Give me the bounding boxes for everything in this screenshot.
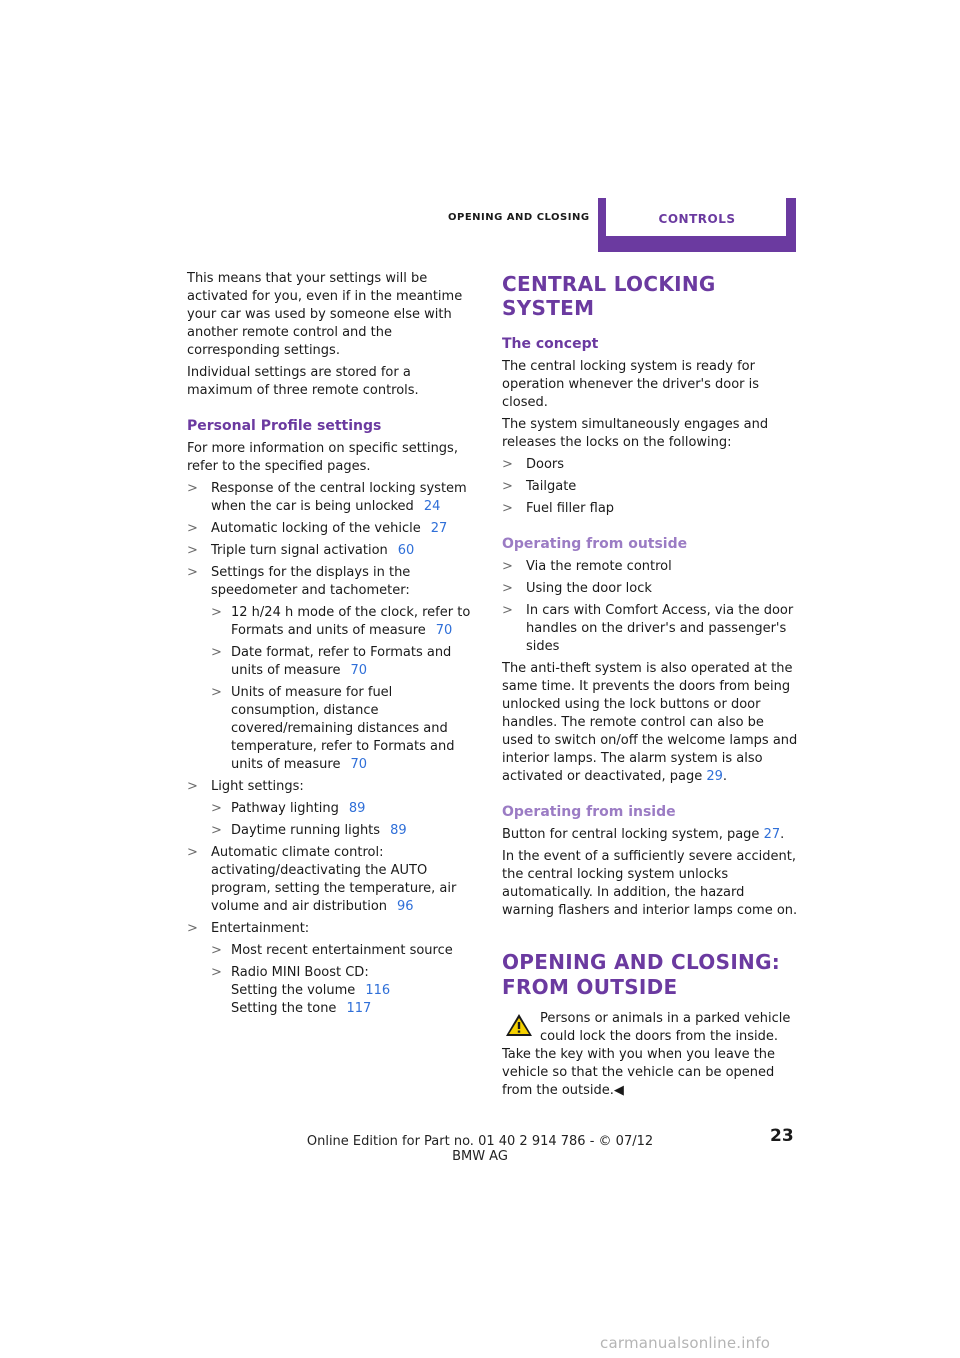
arrow-bullet-icon: > xyxy=(187,845,198,860)
list-item: > Automatic climate control: activating/deactivating the AUTO program, setting the temperature, air volume and air distribution 96 xyxy=(187,845,457,914)
page-link[interactable]: 27 xyxy=(763,827,781,842)
operating-outside-heading: Operating from outside xyxy=(502,536,688,552)
sub-list-item: > Date format, refer to Formats and units of measure 70 xyxy=(211,645,452,678)
page-link[interactable]: 117 xyxy=(346,1001,372,1016)
watermark: carmanualsonline.info xyxy=(600,1334,771,1352)
sub-list-continuation: Setting the tone 117 xyxy=(231,1001,372,1016)
right-column xyxy=(502,270,798,1100)
sub-list-item: > Pathway lighting 89 xyxy=(211,801,366,816)
central-locking-heading: CENTRAL LOCKING SYSTEM xyxy=(502,272,716,320)
section-tab-label: CONTROLS xyxy=(658,212,736,226)
concept-paragraph-1: The central locking system is ready for operation whenever the driver's door is closed. xyxy=(502,359,760,410)
list-item: > In cars with Comfort Access, via the door handles on the driver's and passenger's sides xyxy=(502,603,794,654)
list-item: > Entertainment: xyxy=(187,921,310,936)
warning-text: Persons or animals in a parked vehicle could lock the doors from the inside. Take the key with you when you leave the vehicle so that the vehicle can be opened from the outside. xyxy=(502,1011,791,1098)
arrow-bullet-icon: > xyxy=(502,457,513,472)
intro-paragraph-2: Individual settings are stored for a maximum of three remote controls. xyxy=(187,365,419,398)
arrow-bullet-icon: > xyxy=(187,921,198,936)
page-link[interactable]: 27 xyxy=(430,521,448,536)
personal-profile-intro: For more information on specific settings, refer to the specified pages. xyxy=(187,441,458,474)
inside-paragraph-1: Button for central locking system, page 27. xyxy=(502,827,785,842)
arrow-bullet-icon: > xyxy=(211,823,222,838)
page-link[interactable]: 60 xyxy=(397,543,415,558)
arrow-bullet-icon: > xyxy=(211,605,222,620)
arrow-bullet-icon: > xyxy=(187,565,198,580)
page-number: 23 xyxy=(770,1126,794,1146)
sub-list-item: > Most recent entertainment source xyxy=(211,943,453,958)
arrow-bullet-icon: > xyxy=(187,779,198,794)
opening-closing-heading-line-2: FROM OUTSIDE xyxy=(502,975,678,999)
page-link[interactable]: 70 xyxy=(350,663,367,678)
page-link[interactable]: 96 xyxy=(397,899,414,914)
sub-list-item: > Radio MINI Boost CD: xyxy=(211,965,369,980)
list-item: > Using the door lock xyxy=(502,581,652,596)
opening-closing-heading-line-1: OPENING AND CLOSING: xyxy=(502,950,781,974)
arrow-bullet-icon: > xyxy=(211,801,222,816)
anti-theft-paragraph: The anti-theft system is also operated at the same time. It prevents the doors from being unlocked using the lock buttons or door handles. The remote control can also be used to switch on/off the welcome lamps and interior lamps. The alarm system is also activated or deactivated, page 29. xyxy=(502,661,798,784)
list-item: > Response of the central locking system when the car is being unlocked 24 xyxy=(187,481,467,514)
intro-paragraph-1: This means that your settings will be activated for you, even if in the meantime your car was used by someone else with another remote control and the corresponding settings. xyxy=(187,271,463,358)
list-item: > Light settings: xyxy=(187,779,304,794)
personal-profile-heading: Personal Profile settings xyxy=(187,418,382,434)
sub-list-item: > 12 h/24 h mode of the clock, refer to Formats and units of measure 70 xyxy=(211,605,471,638)
edition-footer: Online Edition for Part no. 01 40 2 914 786 - © 07/12 BMW AG xyxy=(306,1134,654,1164)
concept-paragraph-2: The system simultaneously engages and releases the locks on the following: xyxy=(502,417,769,450)
arrow-bullet-icon: > xyxy=(187,481,198,496)
arrow-bullet-icon: > xyxy=(211,943,222,958)
arrow-bullet-icon: > xyxy=(502,603,513,618)
arrow-bullet-icon: > xyxy=(211,645,222,660)
page-link[interactable]: 89 xyxy=(348,801,366,816)
list-item: > Tailgate xyxy=(502,479,577,494)
sub-list-item: > Daytime running lights 89 xyxy=(211,823,407,838)
operating-inside-heading: Operating from inside xyxy=(502,804,676,820)
list-item: > Via the remote control xyxy=(502,559,672,574)
list-item: > Settings for the displays in the speedometer and tachometer: xyxy=(187,565,411,598)
page-link[interactable]: 29 xyxy=(706,769,723,784)
page-link[interactable]: 89 xyxy=(390,823,407,838)
list-item: > Triple turn signal activation 60 xyxy=(187,543,415,558)
arrow-bullet-icon: > xyxy=(187,543,198,558)
concept-heading: The concept xyxy=(502,336,599,352)
list-item: > Doors xyxy=(502,457,565,472)
arrow-bullet-icon: > xyxy=(502,501,513,516)
warning-note xyxy=(502,1010,798,1100)
list-item: > Automatic locking of the vehicle 27 xyxy=(187,521,448,536)
arrow-bullet-icon: > xyxy=(187,521,198,536)
list-item: > Fuel filler flap xyxy=(502,501,615,516)
running-header-section: OPENING AND CLOSING xyxy=(448,212,590,223)
arrow-bullet-icon: > xyxy=(211,685,222,700)
page-link[interactable]: 70 xyxy=(350,757,367,772)
sub-list-continuation: Setting the volume 116 xyxy=(231,983,391,998)
page-link[interactable]: 24 xyxy=(423,499,441,514)
warning-triangle-icon xyxy=(504,1012,534,1038)
arrow-bullet-icon: > xyxy=(502,559,513,574)
arrow-bullet-icon: > xyxy=(502,479,513,494)
inside-paragraph-2: In the event of a sufficiently severe accident, the central locking system unlocks automatically. In addition, the hazard warning flashers and interior lamps come on. xyxy=(502,849,798,918)
arrow-bullet-icon: > xyxy=(502,581,513,596)
left-column xyxy=(187,270,479,1018)
page-link[interactable]: 70 xyxy=(435,623,453,638)
page-link[interactable]: 116 xyxy=(365,983,391,998)
arrow-bullet-icon: > xyxy=(211,965,222,980)
end-mark-icon: ◀ xyxy=(613,1083,624,1098)
sub-list-item: > Units of measure for fuel consumption, distance covered/remaining distances and temperature, refer to Formats and units of measure 70 xyxy=(211,685,455,772)
